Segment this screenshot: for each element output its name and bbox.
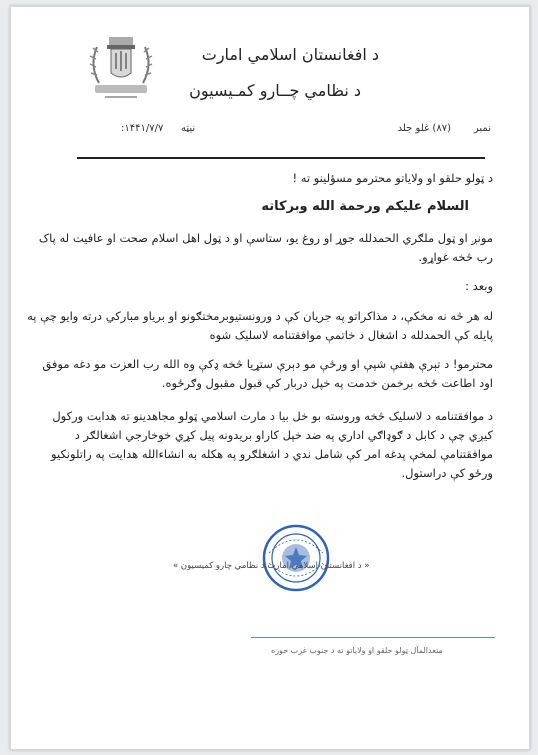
paragraph-1: مونږ او ټول ملګري الحمدلله جوړ او روغ یو، ستاسې او د ټول اهل اسلام صحت او عافیت له پاک رب څخه غواړو. (38, 231, 493, 264)
footer-distribution: متعدالمآل ټولو حلقو او ولایاتو ته د جنوب غرب حوزه (271, 646, 443, 655)
paragraph-3: محترمو! د تېرې هفتې شپې او ورځې مو دېرې ستړیا څخه ډکې وه الله رب العزت مو دغه موفق اود اطاعت څخه برخمن خدمت په خپل دربار کې قبول مقبول وګرځوه. (42, 357, 493, 390)
emirate-emblem-icon (85, 29, 157, 105)
number-label: نمبر (473, 123, 491, 134)
signature-line: « د افغانستان اسلامي امارت د نظامي چارو کمیسیون » (173, 561, 370, 571)
reference-row (71, 123, 491, 141)
footer-divider (251, 637, 495, 638)
letterhead-line-2: د نظامي چــارو کمـيسيون (189, 81, 361, 100)
header-divider (77, 157, 485, 159)
letterhead-line-1: د افغانستان اسلامي امارت (201, 45, 379, 64)
paragraph-4: د موافقتنامه د لاسلیک څخه وروسته بو خل بیا د مارت اسلامي ټولو مجاهدینو ته هدایت ورکول کیږي چې د کابل د ګوډاګي اداري په ضد خپل کاراو بریدونه پیل کړي خوخارجي اشغالګر د موافقتنامې لمخې پدغه امر کې شامل ندي د اشغلګرو په هکله به انشاءالله هدایت په راتلونکیو ورځو کې دراستول. (51, 409, 493, 480)
date-value: ۱۴۴۱/۷/۷: (121, 123, 164, 134)
date-label: نیټه (181, 123, 196, 134)
paragraph-2: له هر څه نه مخکې، د مذاکراتو په جریان کې د ورونستیوبرمختګونو او بریاو مبارکي درته وایو چې په پایله کې الحمدلله د اشغال د خاتمې موافقتنامه لاسلیک شوه (27, 309, 493, 342)
official-seal-icon (261, 523, 331, 593)
letter-page (10, 6, 530, 750)
addressee-line: د ټولو حلقو او ولایاتو محترمو مسؤلینو ته ! (292, 171, 493, 185)
greeting-line: السلام علیکم ورحمة الله وبرکاته (261, 199, 469, 214)
wa-bad-line: وبعد : (465, 279, 493, 293)
number-value: (۸۷) غلو جلد (397, 123, 451, 134)
